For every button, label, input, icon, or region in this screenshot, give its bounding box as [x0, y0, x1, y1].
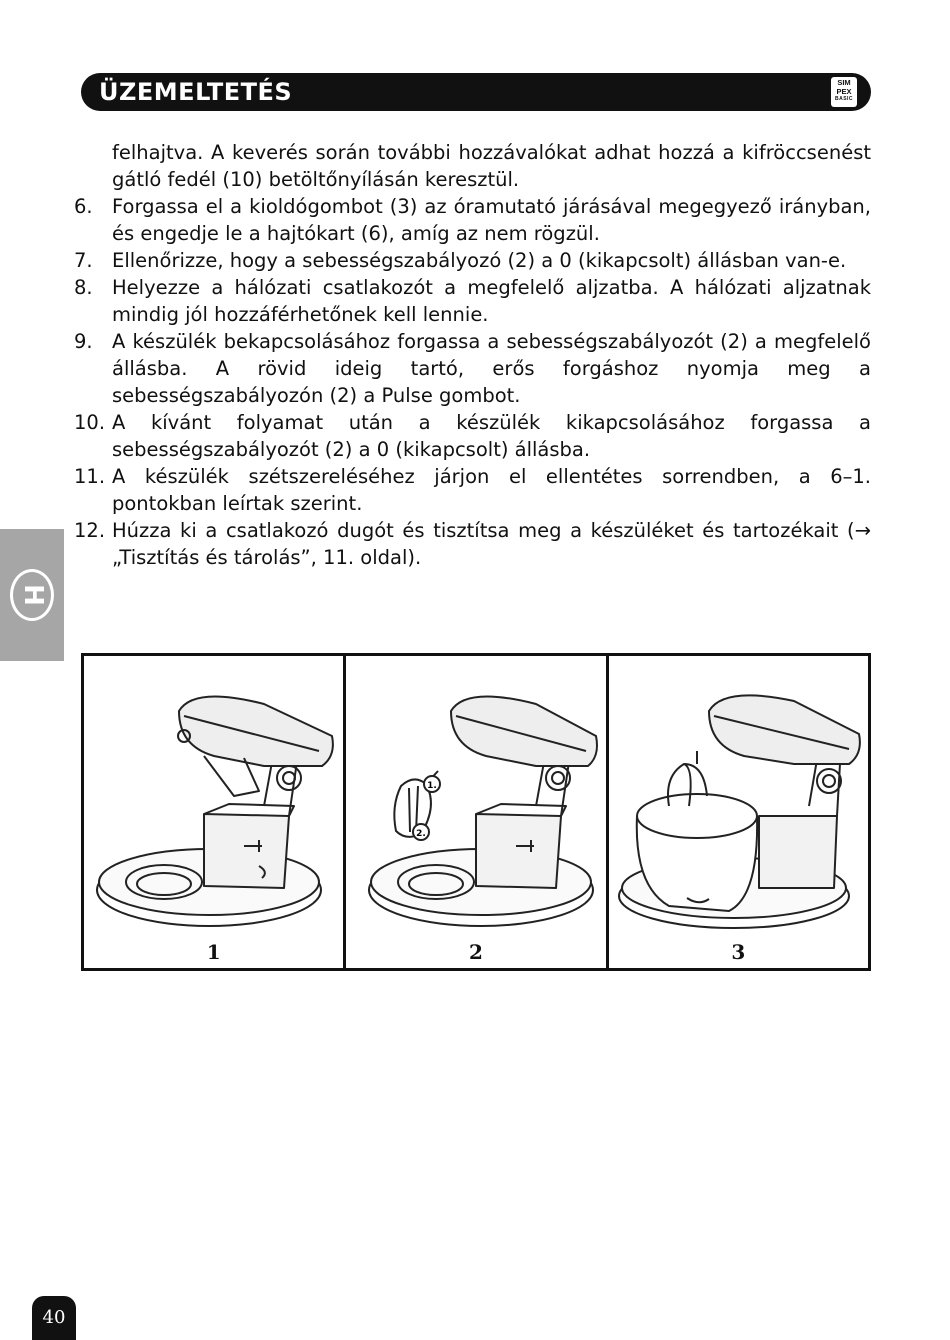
- callout-1: 1.: [427, 781, 438, 791]
- section-header: [81, 73, 871, 111]
- figure-panel-3: [609, 656, 868, 968]
- figure-panel-2: [346, 656, 608, 968]
- language-badge: [10, 569, 54, 621]
- list-item: 10. A kívánt folyamat után a készülék kikapcsolásához forgassa a sebességszabályozót (2) a 0 (kikapcsolt) állásba.: [74, 411, 871, 461]
- mixer-illustration: [346, 656, 608, 968]
- section-title: ÜZEMELTETÉS: [99, 78, 293, 106]
- page-number: 40: [32, 1296, 76, 1340]
- intro-paragraph: felhajtva. A keverés során további hozzávalókat adhat hozzá a kifröccsenést gátló fedél (10) betöltőnyílásán keresztül.: [112, 141, 871, 191]
- panel-label: 3: [731, 940, 746, 964]
- figure-panel-1: [84, 656, 346, 968]
- callout-2: 2.: [416, 829, 427, 839]
- panel-label: 1: [206, 940, 221, 964]
- mixer-illustration: [84, 656, 346, 968]
- brand-logo: SIM PEX BASIC: [831, 77, 857, 107]
- list-item: 12. Húzza ki a csatlakozó dugót és tisztítsa meg a készüléket és tartozékait (→ „Tisztítás és tárolás”, 11. oldal).: [74, 519, 871, 569]
- mixer-illustration: [609, 656, 871, 968]
- list-item: 11. A készülék szétszereléséhez járjon el ellentétes sorrendben, a 6–1. pontokban leírtak szerint.: [74, 465, 871, 515]
- list-item: 9. A készülék bekapcsolásához forgassa a sebességszabályozót (2) a megfelelő állásba. A rövid ideig tartó, erős forgáshoz nyomja meg a sebességszabályozón (2) a Pulse gombot.: [74, 330, 871, 407]
- instructions-text: [74, 139, 871, 571]
- list-item: 7. Ellenőrizze, hogy a sebességszabályozó (2) a 0 (kikapcsolt) állásban van-e.: [74, 249, 847, 272]
- assembly-figure: [81, 653, 871, 971]
- language-letter: H: [18, 584, 48, 606]
- list-item: 6. Forgassa el a kioldógombot (3) az óramutató járásával megegyező irányban, és engedje le a hajtókart (6), amíg az nem rögzül.: [74, 195, 871, 245]
- language-tab: [0, 529, 64, 661]
- list-item: 8. Helyezze a hálózati csatlakozót a megfelelő aljzatba. A hálózati aljzatnak mindig jól hozzáférhetőnek kell lennie.: [74, 276, 871, 326]
- panel-label: 2: [469, 940, 483, 964]
